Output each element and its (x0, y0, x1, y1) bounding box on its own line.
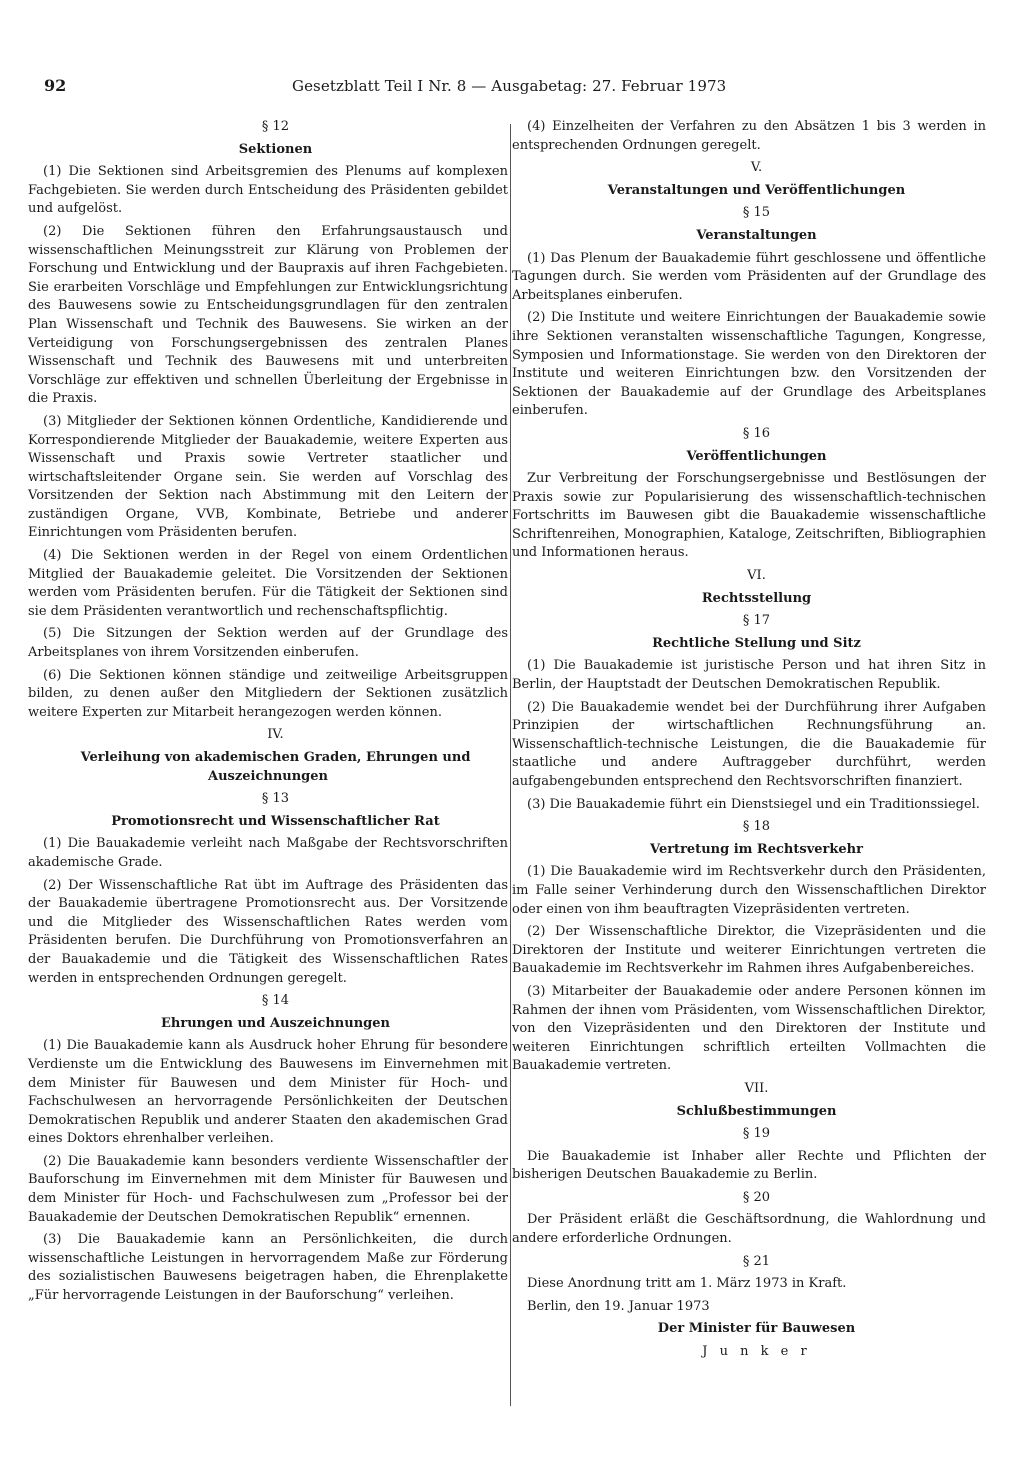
section-14-title: Ehrungen und Auszeichnungen (161, 1015, 390, 1031)
section-17-number: § 17 (742, 613, 771, 629)
section-14-number: § 14 (261, 993, 290, 1009)
section-20-number: § 20 (742, 1189, 771, 1205)
section-12-para-6: (6) Die Sektionen können ständige und zeitweilige Arbeitsgruppen bilden, zu denen außer den Mitgliedern der Sektionen zusätzlich weitere Experten zur Mitarbeit herangezogen werden können. (28, 667, 508, 720)
section-12-para-3: (3) Mitglieder der Sektionen können Ordentliche, Kandidierende und Korrespondierende Mitglieder der Bauakademie, weitere Experten aus Wissenschaft und Praxis sowie Vertreter staatlicher und wirtschaftsleitender Organe sein. Sie werden auf Vorschlag des Vorsitzenden der Sektion nach Abstimmung mit den Leitern der zuständigen Organe, VVB, Kombinate, Betriebe und anderer Einrichtungen vom Präsidenten berufen. (28, 413, 508, 541)
section-13-title: Promotionsrecht und Wissenschaftlicher Rat (111, 813, 440, 829)
section-20-para-1: Der Präsident erläßt die Geschäftsordnung, die Wahlordnung und andere erforderliche Ordnungen. (512, 1212, 986, 1247)
section-17-para-2: (2) Die Bauakademie wendet bei der Durchführung ihrer Aufgaben Prinzipien der wirtschaftlichen Rechnungsführung an. Wissenschaftlich-technische Leistungen, die die Bauakademie für staatliche und andere Auftraggeber durchführt, werden aufgabengebunden entsprechend den Rechtsvorschriften finanziert. (512, 699, 986, 789)
section-12-para-1: (1) Die Sektionen sind Arbeitsgremien des Plenums auf komplexen Fachgebieten. Sie werden durch Entscheidung des Präsidenten gebildet und aufgelöst. (28, 164, 508, 217)
signature-title: Der Minister für Bauwesen (657, 1321, 856, 1337)
section-13-para-1: (1) Die Bauakademie verleiht nach Maßgabe der Rechtsvorschriften akademische Grade. (28, 836, 508, 870)
part-7-number: VII. (744, 1080, 769, 1096)
section-16-number: § 16 (742, 425, 771, 441)
section-15-title: Veranstaltungen (696, 227, 817, 243)
right-column (512, 118, 986, 1366)
section-19-number: § 19 (742, 1126, 771, 1142)
part-4-number: IV. (267, 727, 284, 743)
part-5-number: V. (750, 160, 763, 176)
section-12-para-5: (5) Die Sitzungen der Sektion werden auf der Grundlage des Arbeitsplanes von ihrem Vorsitzenden einberufen. (28, 626, 508, 661)
section-14-para-4: (4) Einzelheiten der Verfahren zu den Absätzen 1 bis 3 werden in entsprechenden Ordnungen geregelt. (512, 119, 986, 153)
section-14-para-1: (1) Die Bauakademie kann als Ausdruck hoher Ehrung für besondere Verdienste um die Entwicklung des Bauwesens im Einvernehmen mit dem Minister für Bauwesen und dem Minister für Hoch- und Fachschulwesen an hervorragende Persönlichkeiten der Deutschen Demokratischen Republik und anderer Staaten den akademischen Grad eines Doktors ehrenhalber verleihen. (28, 1038, 508, 1147)
part-6-title: Rechtsstellung (701, 590, 812, 606)
signature-name: J u n k e r (702, 1344, 811, 1360)
section-12-title: Sektionen (238, 141, 313, 157)
section-13-para-2: (2) Der Wissenschaftliche Rat übt im Auftrage des Präsidenten das der Bauakademie übertragene Promotionsrecht aus. Der Vorsitzende und die Mitglieder des Wissenschaftlichen Rates werden vom Präsidenten berufen. Die Durchführung von Promotionsverfahren an der Bauakademie und die Tätigkeit des Wissenschaftlichen Rates werden in entsprechenden Ordnungen geregelt. (28, 877, 508, 986)
column-divider (510, 124, 511, 1406)
section-16-para-1: Zur Verbreitung der Forschungsergebnisse und Bestlösungen der Praxis sowie zur Popularisierung des wissenschaftlich-technischen Fortschritts im Bauwesen gibt die Bauakademie wissenschaftliche Schriftenreihen, Monographien, Kataloge, Zeitschriften, Bibliographien und Informationen heraus. (512, 471, 986, 561)
section-15-number: § 15 (742, 205, 771, 221)
part-5-title: Veranstaltungen und Veröffentlichungen (607, 182, 906, 198)
section-14-para-3: (3) Die Bauakademie kann an Persönlichkeiten, die durch wissenschaftliche Leistungen in hervorragendem Maße zur Förderung des sozialistischen Bauwesens beigetragen haben, die Ehrenplakette „Für hervorragende Leistungen in der Bauforschung“ verleihen. (28, 1232, 508, 1304)
section-17-title: Rechtliche Stellung und Sitz (652, 635, 861, 651)
section-21-para-1: Diese Anordnung tritt am 1. März 1973 in Kraft. (527, 1276, 847, 1292)
header-title: Gesetzblatt Teil I Nr. 8 — Ausgabetag: 27. Februar 1973 (292, 77, 727, 95)
part-4-title: Verleihung von akademischen Graden, Ehrungen und Auszeichnungen (80, 750, 471, 784)
section-17-para-3: (3) Die Bauakademie führt ein Dienstsiegel und ein Traditionssiegel. (527, 796, 980, 812)
date-line: Berlin, den 19. Januar 1973 (527, 1298, 710, 1314)
page-number: 92 (44, 76, 67, 95)
section-16-title: Veröffentlichungen (686, 448, 827, 464)
page-header (44, 76, 744, 104)
section-19-para-1: Die Bauakademie ist Inhaber aller Rechte und Pflichten der bisherigen Deutschen Bauakademie zu Berlin. (512, 1148, 986, 1183)
section-18-para-3: (3) Mitarbeiter der Bauakademie oder andere Personen können im Rahmen der ihnen vom Präsidenten, vom Wissenschaftlichen Direktor, von den Vizepräsidenten und den Direktoren der Institute und weiteren Einrichtungen schriftlich erteilten Vollmachten die Bauakademie vertreten. (512, 983, 986, 1074)
section-12-number: § 12 (261, 119, 290, 134)
section-18-number: § 18 (742, 819, 771, 835)
section-14-para-2: (2) Die Bauakademie kann besonders verdiente Wissenschaftler der Bauforschung im Einvernehmen mit dem Minister für Bauwesen und dem Minister für Hoch- und Fachschulwesen zum „Professor bei der Bauakademie der Deutschen Demokratischen Republik“ ernennen. (28, 1153, 508, 1225)
section-12-para-2: (2) Die Sektionen führen den Erfahrungsaustausch und wissenschaftlichen Meinungsstreit zur Klärung von Problemen der Forschung und Entwicklung und der Baupraxis auf ihren Fachgebieten. Sie erarbeiten Vorschläge und Empfehlungen zur Entwicklungsrichtung des Bauwesens sowie zu Entscheidungsgrundlagen für den zentralen Plan Wissenschaft und Technik des Bauwesens. Sie wirken an der Verteidigung von Forschungsergebnissen des zentralen Planes Wissenschaft und Technik des Bauwesens mit und unterbreiten Vorschläge zur effektiven und schnellen Überleitung der Ergebnisse in die Praxis. (28, 223, 508, 407)
section-18-para-1: (1) Die Bauakademie wird im Rechtsverkehr durch den Präsidenten, im Falle seiner Verhinderung durch den Wissenschaftlichen Direktor oder einen von ihm beauftragten Vizepräsidenten vertreten. (512, 864, 986, 917)
section-13-number: § 13 (261, 791, 290, 807)
section-21-number: § 21 (742, 1253, 771, 1269)
section-17-para-1: (1) Die Bauakademie ist juristische Person und hat ihren Sitz in Berlin, der Hauptstadt der Deutschen Demokratischen Republik. (512, 658, 986, 693)
section-18-title: Vertretung im Rechtsverkehr (650, 841, 863, 857)
section-12-para-4: (4) Die Sektionen werden in der Regel von einem Ordentlichen Mitglied der Bauakademie geleitet. Die Vorsitzenden der Sektionen werden vom Präsidenten berufen. Für die Tätigkeit der Sektionen sind sie dem Präsidenten verantwortlich und rechenschaftspflichtig. (28, 548, 508, 619)
section-15-para-1: (1) Das Plenum der Bauakademie führt geschlossene und öffentliche Tagungen durch. Sie werden vom Präsidenten auf der Grundlage des Arbeitsplanes einberufen. (512, 250, 986, 303)
part-6-number: VI. (747, 568, 766, 584)
section-15-para-2: (2) Die Institute und weitere Einrichtungen der Bauakademie sowie ihre Sektionen veranstalten wissenschaftliche Tagungen, Kongresse, Symposien und Informationstage. Sie werden von den Direktoren der Institute und weiteren Einrichtungen bzw. den Vorsitzenden der Sektionen der Bauakademie auf der Grundlage des Arbeitsplanes einberufen. (512, 310, 986, 419)
part-7-title: Schlußbestimmungen (676, 1103, 837, 1119)
left-column (28, 118, 508, 1310)
section-18-para-2: (2) Der Wissenschaftliche Direktor, die Vizepräsidenten und die Direktoren der Institute und weiterer Einrichtungen vertreten die Bauakademie im Rechtsverkehr im Rahmen ihres Aufgabenbereiches. (512, 924, 986, 977)
